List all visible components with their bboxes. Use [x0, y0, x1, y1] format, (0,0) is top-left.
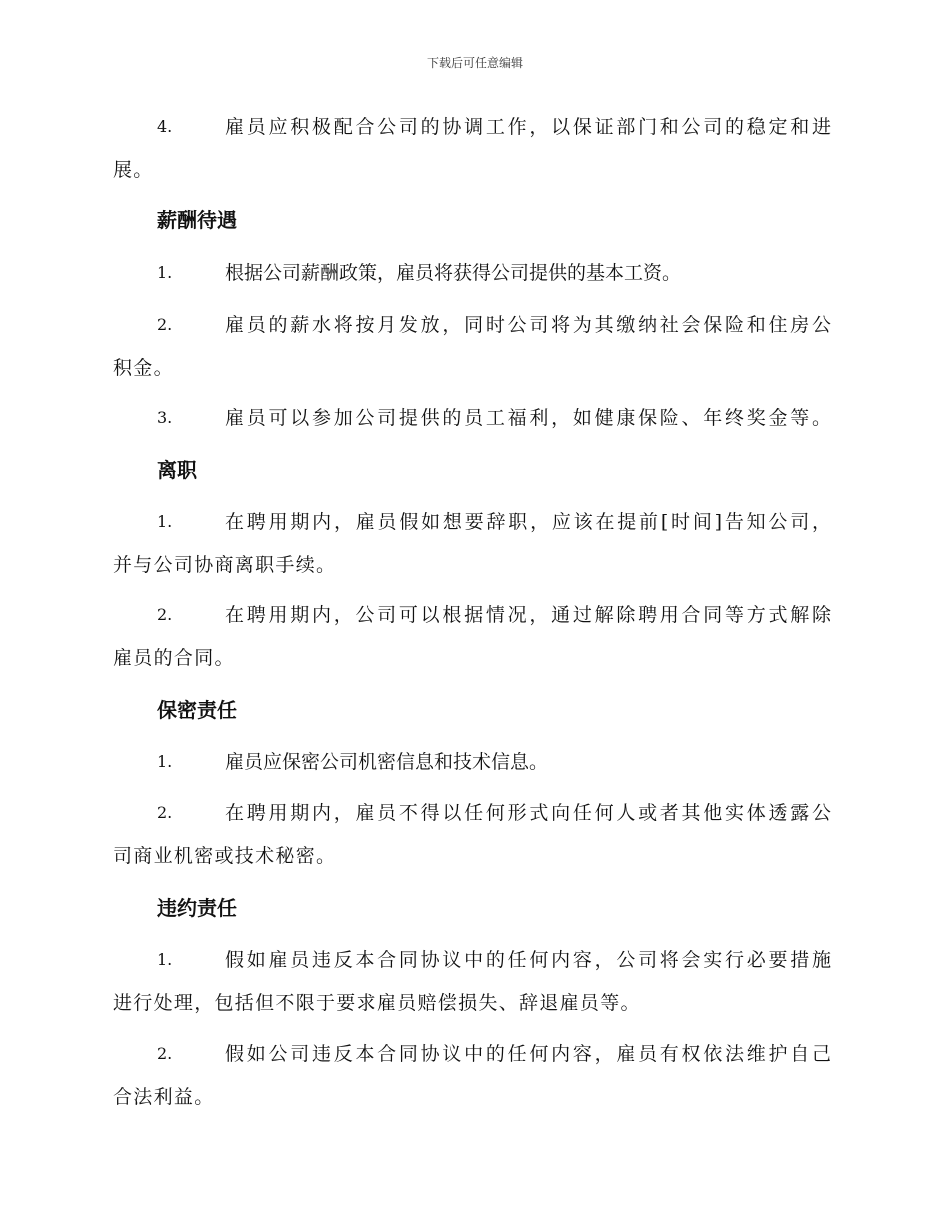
- item-text-line2: 司商业机密或技术秘密。: [113, 845, 337, 867]
- item-text-line1: 雇员应积极配合公司的协调工作，以保证部门和公司的稳定和进: [225, 116, 831, 138]
- item-text-line1: 根据公司薪酬政策，雇员将获得公司提供的基本工资。: [225, 262, 682, 284]
- item-text-line1: 在聘用期内，雇员不得以任何形式向任何人或者其他实体透露公: [225, 802, 831, 824]
- item-text-line2: 并与公司协商离职手续。: [113, 554, 337, 576]
- item-text-line1: 雇员可以参加公司提供的员工福利，如健康保险、年终奖金等。: [225, 407, 831, 429]
- item-text-line2: 积金。: [113, 357, 174, 379]
- item-text-line1: 雇员的薪水将按月发放，同时公司将为其缴纳社会保险和住房公: [225, 314, 831, 336]
- item-number: 2.: [157, 1044, 173, 1063]
- item-number: 2.: [157, 315, 173, 334]
- item-number: 2.: [157, 803, 173, 822]
- item-number: 1.: [157, 950, 173, 969]
- section-heading-resignation: 离职: [157, 458, 197, 482]
- item-text-line1: 在聘用期内，雇员假如想要辞职，应该在提前[时间]告知公司，: [225, 511, 831, 533]
- page-header: 下载后可任意编辑: [426, 56, 523, 70]
- item-text-line1: 雇员应保密公司机密信息和技术信息。: [225, 751, 549, 773]
- item-text-line2: 雇员的合同。: [113, 647, 235, 669]
- item-number: 1.: [157, 752, 173, 771]
- item-text-line2: 合法利益。: [113, 1086, 215, 1108]
- item-number: 3.: [157, 408, 173, 427]
- item-number: 4.: [157, 117, 173, 136]
- item-text-line2: 进行处理，包括但不限于要求雇员赔偿损失、辞退雇员等。: [113, 992, 641, 1014]
- item-text-line2: 展。: [113, 159, 154, 181]
- item-number: 1.: [157, 263, 173, 282]
- item-text-line1: 假如公司违反本合同协议中的任何内容，雇员有权依法维护自己: [225, 1043, 831, 1065]
- item-text-line1: 假如雇员违反本合同协议中的任何内容，公司将会实行必要措施: [225, 949, 831, 971]
- item-text-line1: 在聘用期内，公司可以根据情况，通过解除聘用合同等方式解除: [225, 604, 831, 626]
- section-heading-confidentiality: 保密责任: [157, 698, 237, 722]
- section-heading-breach: 违约责任: [157, 896, 237, 920]
- section-heading-salary: 薪酬待遇: [157, 208, 237, 232]
- item-number: 1.: [157, 512, 173, 531]
- item-number: 2.: [157, 605, 173, 624]
